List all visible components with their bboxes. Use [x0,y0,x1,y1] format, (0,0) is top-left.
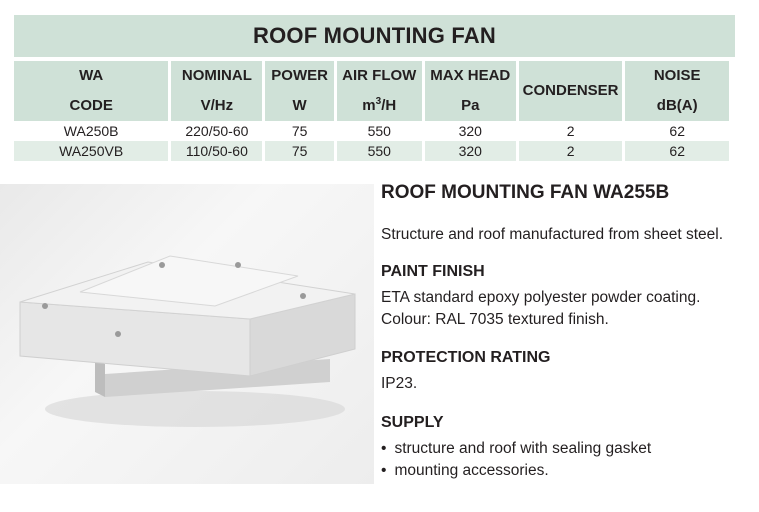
col-header-condenser [519,61,623,121]
cell-nominal: 110/50-60 [171,141,262,161]
cell-code: WA250B [63,123,119,139]
airflow-unit-base: m [362,97,376,114]
col-header-code-line1: WA [79,67,104,84]
list-item: • structure and roof with sealing gasket [381,438,651,460]
col-header-airflow-line2 [337,91,422,121]
cell-condenser: 2 [519,141,623,161]
col-header-condenser-line1: CONDENSER [522,82,619,99]
supply-list [381,438,651,482]
col-header-maxhead-line2: Pa [461,97,480,114]
cell-maxhead: 320 [425,141,516,161]
col-header-maxhead-line1: MAX HEAD [430,67,511,84]
cell-power: 75 [291,123,308,139]
spec-table [11,61,732,161]
protection-rating-value: IP23. [381,375,418,392]
cell-condenser: 2 [566,123,575,139]
product-photo [0,184,374,484]
list-item: • mounting accessories. [381,460,651,482]
product-intro: Structure and roof manufactured from sheet steel. [381,226,724,243]
table-row [14,121,729,141]
col-header-power-line1: POWER [271,67,328,84]
table-row [14,141,729,161]
col-header-code [14,61,168,121]
paint-finish-line1: ETA standard epoxy polyester powder coating. [381,289,701,306]
cell-code: WA250VB [14,141,168,161]
product-heading: ROOF MOUNTING FAN WA255B [381,182,670,203]
col-header-code-line2: CODE [69,97,113,114]
airflow-unit-suffix: /H [381,97,397,114]
col-header-nominal [171,61,262,121]
cell-power: 75 [265,141,333,161]
cell-nominal: 220/50-60 [185,123,249,139]
table-header-row [14,61,729,121]
cell-noise: 62 [669,123,685,139]
col-header-maxhead [425,61,516,121]
paint-finish-line2: Colour: RAL 7035 textured finish. [381,311,609,328]
col-header-airflow [337,61,422,121]
cell-airflow: 550 [367,123,391,139]
col-header-noise-line1: NOISE [653,67,701,84]
cell-airflow: 550 [337,141,422,161]
col-header-noise-line2: dB(A) [656,97,698,114]
paint-finish-heading: PAINT FINISH [381,263,485,280]
paint-finish-text [381,287,700,331]
protection-rating-heading: PROTECTION RATING [381,349,551,366]
cell-noise: 62 [625,141,729,161]
col-header-power [265,61,333,121]
col-header-nominal-line1: NOMINAL [181,67,252,84]
airflow-unit-exponent: 3 [375,96,382,107]
cell-maxhead: 320 [458,123,482,139]
col-header-nominal-line2: V/Hz [200,97,234,114]
page-title: ROOF MOUNTING FAN [14,15,735,57]
col-header-airflow-line1: AIR FLOW [342,67,417,84]
supply-heading: SUPPLY [381,414,444,431]
col-header-noise [625,61,729,121]
fan-illustration [0,184,374,484]
col-header-power-line2: W [292,97,307,114]
